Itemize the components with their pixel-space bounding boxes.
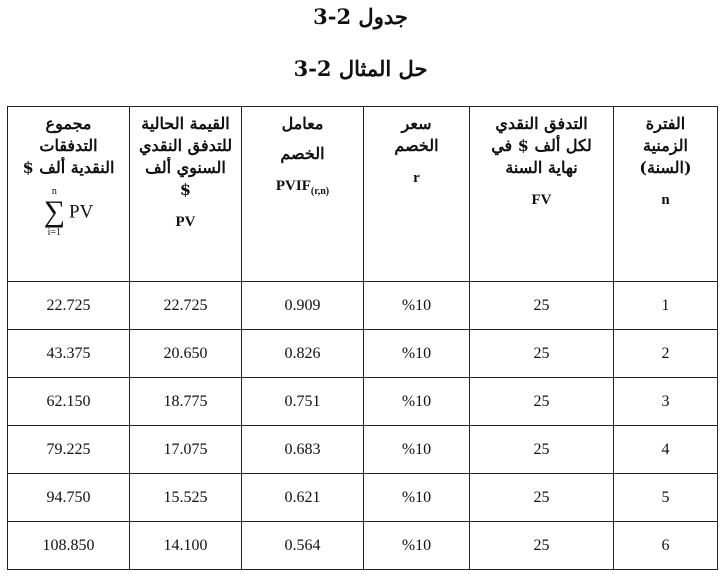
header-cumulative: مجموع التدفقات النقدية ألف $ n ∑ i=1 PV [8, 107, 130, 282]
cell-rate: %10 [364, 522, 470, 570]
cell-period: 6 [614, 522, 718, 570]
header-cashflow: التدفق النقدي لكل ألف $ في نهاية السنة FV [470, 107, 614, 282]
cell-present-value: 18.775 [130, 378, 242, 426]
cell-rate: %10 [364, 474, 470, 522]
cell-rate: %10 [364, 282, 470, 330]
table-row [8, 426, 718, 474]
cell-factor: 0.683 [242, 426, 364, 474]
cell-cashflow: 25 [470, 426, 614, 474]
header-present-value: القيمة الحالية للتدفق النقدي السنوي ألف $ PV [130, 107, 242, 282]
table-row [8, 474, 718, 522]
cell-factor: 0.564 [242, 522, 364, 570]
cell-rate: %10 [364, 378, 470, 426]
header-discount-rate: سعر الخصم r [364, 107, 470, 282]
cell-cashflow: 25 [470, 474, 614, 522]
cell-present-value: 22.725 [130, 282, 242, 330]
table-row [8, 282, 718, 330]
cell-present-value: 20.650 [130, 330, 242, 378]
header-period: الفترة الزمنية (السنة) n [614, 107, 718, 282]
cell-period: 1 [614, 282, 718, 330]
cell-cashflow: 25 [470, 378, 614, 426]
table-row [8, 522, 718, 570]
cell-present-value: 14.100 [130, 522, 242, 570]
cell-period: 3 [614, 378, 718, 426]
cell-factor: 0.621 [242, 474, 364, 522]
cell-rate: %10 [364, 330, 470, 378]
table-row [8, 378, 718, 426]
table-caption: جدول 2-3 [313, 4, 408, 29]
cell-period: 2 [614, 330, 718, 378]
cell-period: 5 [614, 474, 718, 522]
cell-rate: %10 [364, 426, 470, 474]
cell-cumulative: 62.150 [8, 378, 130, 426]
cell-cumulative: 108.850 [8, 522, 130, 570]
cell-cashflow: 25 [470, 330, 614, 378]
cell-cumulative: 94.750 [8, 474, 130, 522]
cell-cumulative: 79.225 [8, 426, 130, 474]
cell-cumulative: 43.375 [8, 330, 130, 378]
header-discount-factor: معامل الخصم $PVIF_{(r,n)}$ [242, 107, 364, 282]
cell-period: 4 [614, 426, 718, 474]
table-subtitle: حل المثال 2-3 [293, 56, 428, 81]
cell-cashflow: 25 [470, 522, 614, 570]
cell-factor: 0.826 [242, 330, 364, 378]
header-row [8, 107, 718, 282]
cell-factor: 0.909 [242, 282, 364, 330]
cell-cumulative: 22.725 [8, 282, 130, 330]
cell-factor: 0.751 [242, 378, 364, 426]
table-row [8, 330, 718, 378]
cell-present-value: 17.075 [130, 426, 242, 474]
solution-table [7, 106, 718, 570]
cell-cashflow: 25 [470, 282, 614, 330]
cell-present-value: 15.525 [130, 474, 242, 522]
summation-formula: n ∑ i=1 PV [43, 186, 94, 238]
